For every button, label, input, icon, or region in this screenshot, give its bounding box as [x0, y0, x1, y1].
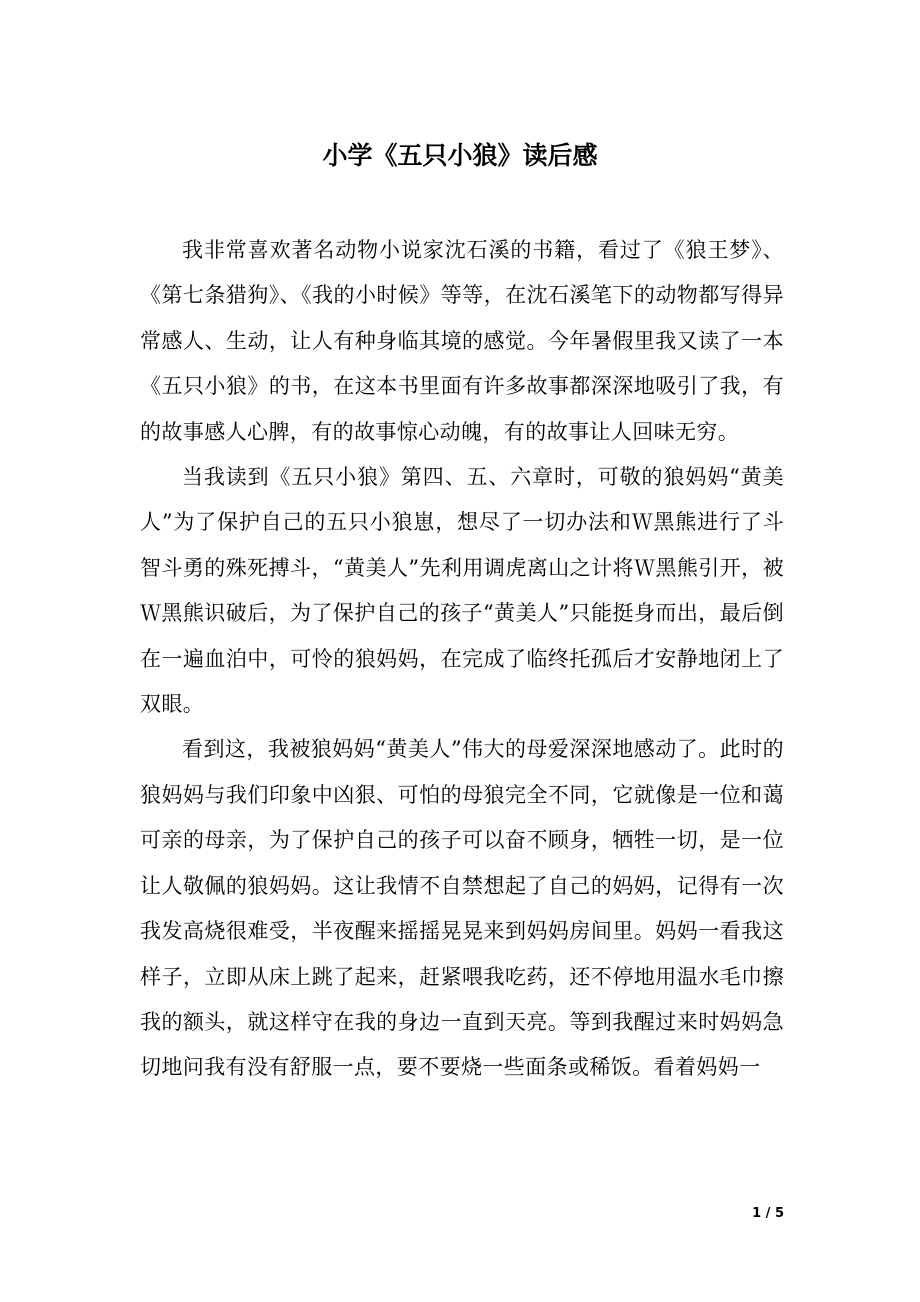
paragraph-2: 当我读到《五只小狼》第四、五、六章时，可敬的狼妈妈“黄美人”为了保护自己的五只小狼崽，想尽了一切办法和Ｗ黑熊进行了斗智斗勇的殊死搏斗，“黄美人”先利用调虎离山之计将Ｗ黑熊引开，被Ｗ黑熊识破后，为了保护自己的孩子“黄美人”只能挺身而出，最后倒在一遍血泊中，可怜的狼妈妈，在完成了临终托孤后才安静地闭上了双眼。	[140, 465, 784, 717]
page-number: 1 / 5	[752, 1206, 784, 1221]
paragraph-3: 看到这，我被狼妈妈“黄美人”伟大的母爱深深地感动了。此时的狼妈妈与我们印象中凶狠、可怕的母狼完全不同，它就像是一位和蔼可亲的母亲，为了保护自己的孩子可以奋不顾身，牺牲一切，是一位让人敬佩的狼妈妈。这让我情不自禁想起了自己的妈妈，记得有一次我发高烧很难受，半夜醒来摇摇晃晃来到妈妈房间里。妈妈一看我这样子，立即从床上跳了起来，赶紧喂我吃药，还不停地用温水毛巾擦我的额头，就这样守在我的身边一直到天亮。等到我醒过来时妈妈急切地问我有没有舒服一点，要不要烧一些面条或稀饭。看着妈妈一	[140, 737, 784, 1080]
paragraph-1: 我非常喜欢著名动物小说家沈石溪的书籍，看过了《狼王梦》、《第七条猎狗》、《我的小时候》等等，在沈石溪笔下的动物都写得异常感人、生动，让人有种身临其境的感觉。今年暑假里我又读了一本《五只小狼》的书，在这本书里面有许多故事都深深地吸引了我，有的故事感人心脾，有的故事惊心动魄，有的故事让人回味无穷。	[140, 238, 784, 444]
document-body	[140, 228, 784, 1091]
document-title: 小学《五只小狼》读后感	[322, 141, 598, 170]
